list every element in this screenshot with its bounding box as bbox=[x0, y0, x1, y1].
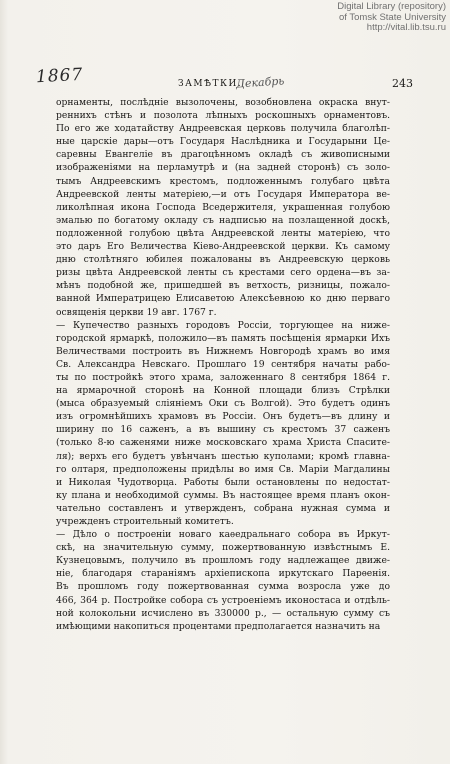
handwritten-note: Декабрь bbox=[235, 74, 285, 91]
text-line: скѣ, на значительную сумму, пожертвованную извѣстнымъ Е. bbox=[56, 542, 390, 554]
text-line: ты по постройкѣ этого храма, заложеннаго 8 сентября 1864 г. bbox=[56, 371, 390, 383]
paragraph bbox=[56, 96, 390, 319]
watermark-line-3[interactable]: http://vital.lib.tsu.ru bbox=[366, 22, 446, 33]
watermark-line-1: Digital Library (repository) bbox=[337, 1, 446, 12]
text-line: 466, 364 р. Постройке собора съ устроеніемъ иконостаса и отдѣль- bbox=[56, 594, 390, 606]
text-line: и Николая Чудотворца. Работы были остановлены по недостат- bbox=[56, 476, 390, 488]
text-line: ликолѣпная икона Господа Вседержителя, украшенная голубою bbox=[56, 201, 390, 213]
text-line: Кузнецовымъ, получило въ прошломъ году надлежащее движе- bbox=[56, 555, 390, 567]
running-head-title: ЗАМѢТКИ. bbox=[178, 79, 243, 89]
text-line: Андреевской ленты матеріею,—и отъ Государя Императора ве- bbox=[56, 188, 390, 200]
text-line: Величествами построить въ Нижнемъ Новгородѣ храмъ во имя bbox=[56, 345, 390, 357]
text-line: го олтаря, предположены придѣлы во имя Св. Маріи Магдалины bbox=[56, 463, 390, 475]
text-line: По его же ходатайству Андреевская церковь получила благолѣп- bbox=[56, 123, 390, 135]
text-line: орнаменты, послѣдніе вызолочены, возобновлена окраска внут- bbox=[56, 97, 390, 108]
text-line: ризы цвѣта Андреевской ленты съ крестами сего ордена—въ за- bbox=[56, 267, 390, 279]
text-line: учрежденъ строительный комитетъ. bbox=[56, 516, 234, 527]
text-line: (мыса образуемый сліяніемъ Оки съ Волгой). Это будетъ одинъ bbox=[56, 398, 390, 410]
text-line: (только 8-ю саженями ниже московскаго храма Христа Спасите- bbox=[56, 437, 390, 449]
text-line: мѣнъ подобной же, пришедшей въ ветхость, ризницы, пожало- bbox=[56, 280, 390, 292]
text-line: чательно составленъ и утвержденъ, собрана нужная сумма и bbox=[56, 502, 390, 514]
text-line: изображеніями на перламутрѣ и (на задней сторонѣ) съ золо- bbox=[56, 162, 390, 174]
text-line: освященія церкви 19 авг. 1767 г. bbox=[56, 306, 217, 318]
text-line: ля); верхъ его будетъ увѣнчанъ шестью куполами; кромѣ главна- bbox=[56, 450, 390, 462]
paragraph bbox=[56, 528, 390, 633]
text-line: тымъ Андреевскимъ крестомъ, подложеннымъ голубаго цвѣта bbox=[56, 175, 390, 187]
text-line: Въ прошломъ году пожертвованная сумма возросла уже до bbox=[56, 581, 390, 593]
library-watermark bbox=[337, 2, 446, 34]
handwritten-year: 1867 bbox=[35, 64, 84, 88]
text-line: ніе, благодаря стараніямъ архіепископа иркутскаго Парѳенія. bbox=[56, 568, 390, 580]
text-line: реннихъ стѣнъ и позолота лѣпныхъ роскошныхъ орнаментовъ. bbox=[56, 110, 390, 122]
text-line: подложенной голубою цвѣта Андреевской ленты матеріею, что bbox=[56, 227, 390, 239]
text-line: эмалью по богатому окладу съ надписью на позлащенной доскѣ, bbox=[56, 214, 390, 226]
text-line: ширину по 16 саженъ, а въ вышину съ крестомъ 37 саженъ bbox=[56, 424, 390, 436]
text-line: ванной Императрицею Елисаветою Алексѣевною ко дню перваго bbox=[56, 293, 390, 305]
paragraph bbox=[56, 319, 390, 529]
text-line: саревны Евангеліе въ драгоцѣнномъ окладѣ съ живописными bbox=[56, 149, 390, 161]
text-line: Св. Александра Невскаго. Прошлаго 19 сентября начаты рабо- bbox=[56, 358, 390, 370]
text-line: ной колокольни исчислено въ 330000 р., — остальную сумму съ bbox=[56, 607, 390, 619]
text-line: дню столѣтняго юбилея пожалованы въ Андреевскую церковь bbox=[56, 254, 390, 266]
text-line: городской ярмаркѣ, положило—въ память посѣщенія ярмарки Ихъ bbox=[56, 332, 390, 344]
text-line: на ярмарочной сторонѣ на Конной площади близъ Стрѣлки bbox=[56, 385, 390, 397]
text-line: имѣющими накопиться процентами предполагается назначить на bbox=[56, 620, 381, 632]
page-number: 243 bbox=[392, 77, 413, 90]
text-line: ку плана и необходимой суммы. Въ настоящее время планъ окон- bbox=[56, 489, 390, 501]
text-line: — Дѣло о построеніи новаго каѳедральнаго собора въ Иркут- bbox=[56, 529, 390, 541]
text-line: изъ огромнѣйшихъ храмовъ въ Россіи. Онъ будетъ—въ длину и bbox=[56, 411, 390, 423]
text-line: — Купечество разныхъ городовъ Россіи, торгующее на ниже- bbox=[56, 319, 390, 331]
text-line: это даръ Его Величества Кіево-Андреевской церкви. Къ самому bbox=[56, 241, 390, 253]
text-line: ные царскіе дары—отъ Государя Наслѣдника и Государыни Це- bbox=[56, 136, 390, 148]
watermark-line-2: of Tomsk State University bbox=[338, 11, 446, 23]
body-text bbox=[56, 96, 390, 633]
